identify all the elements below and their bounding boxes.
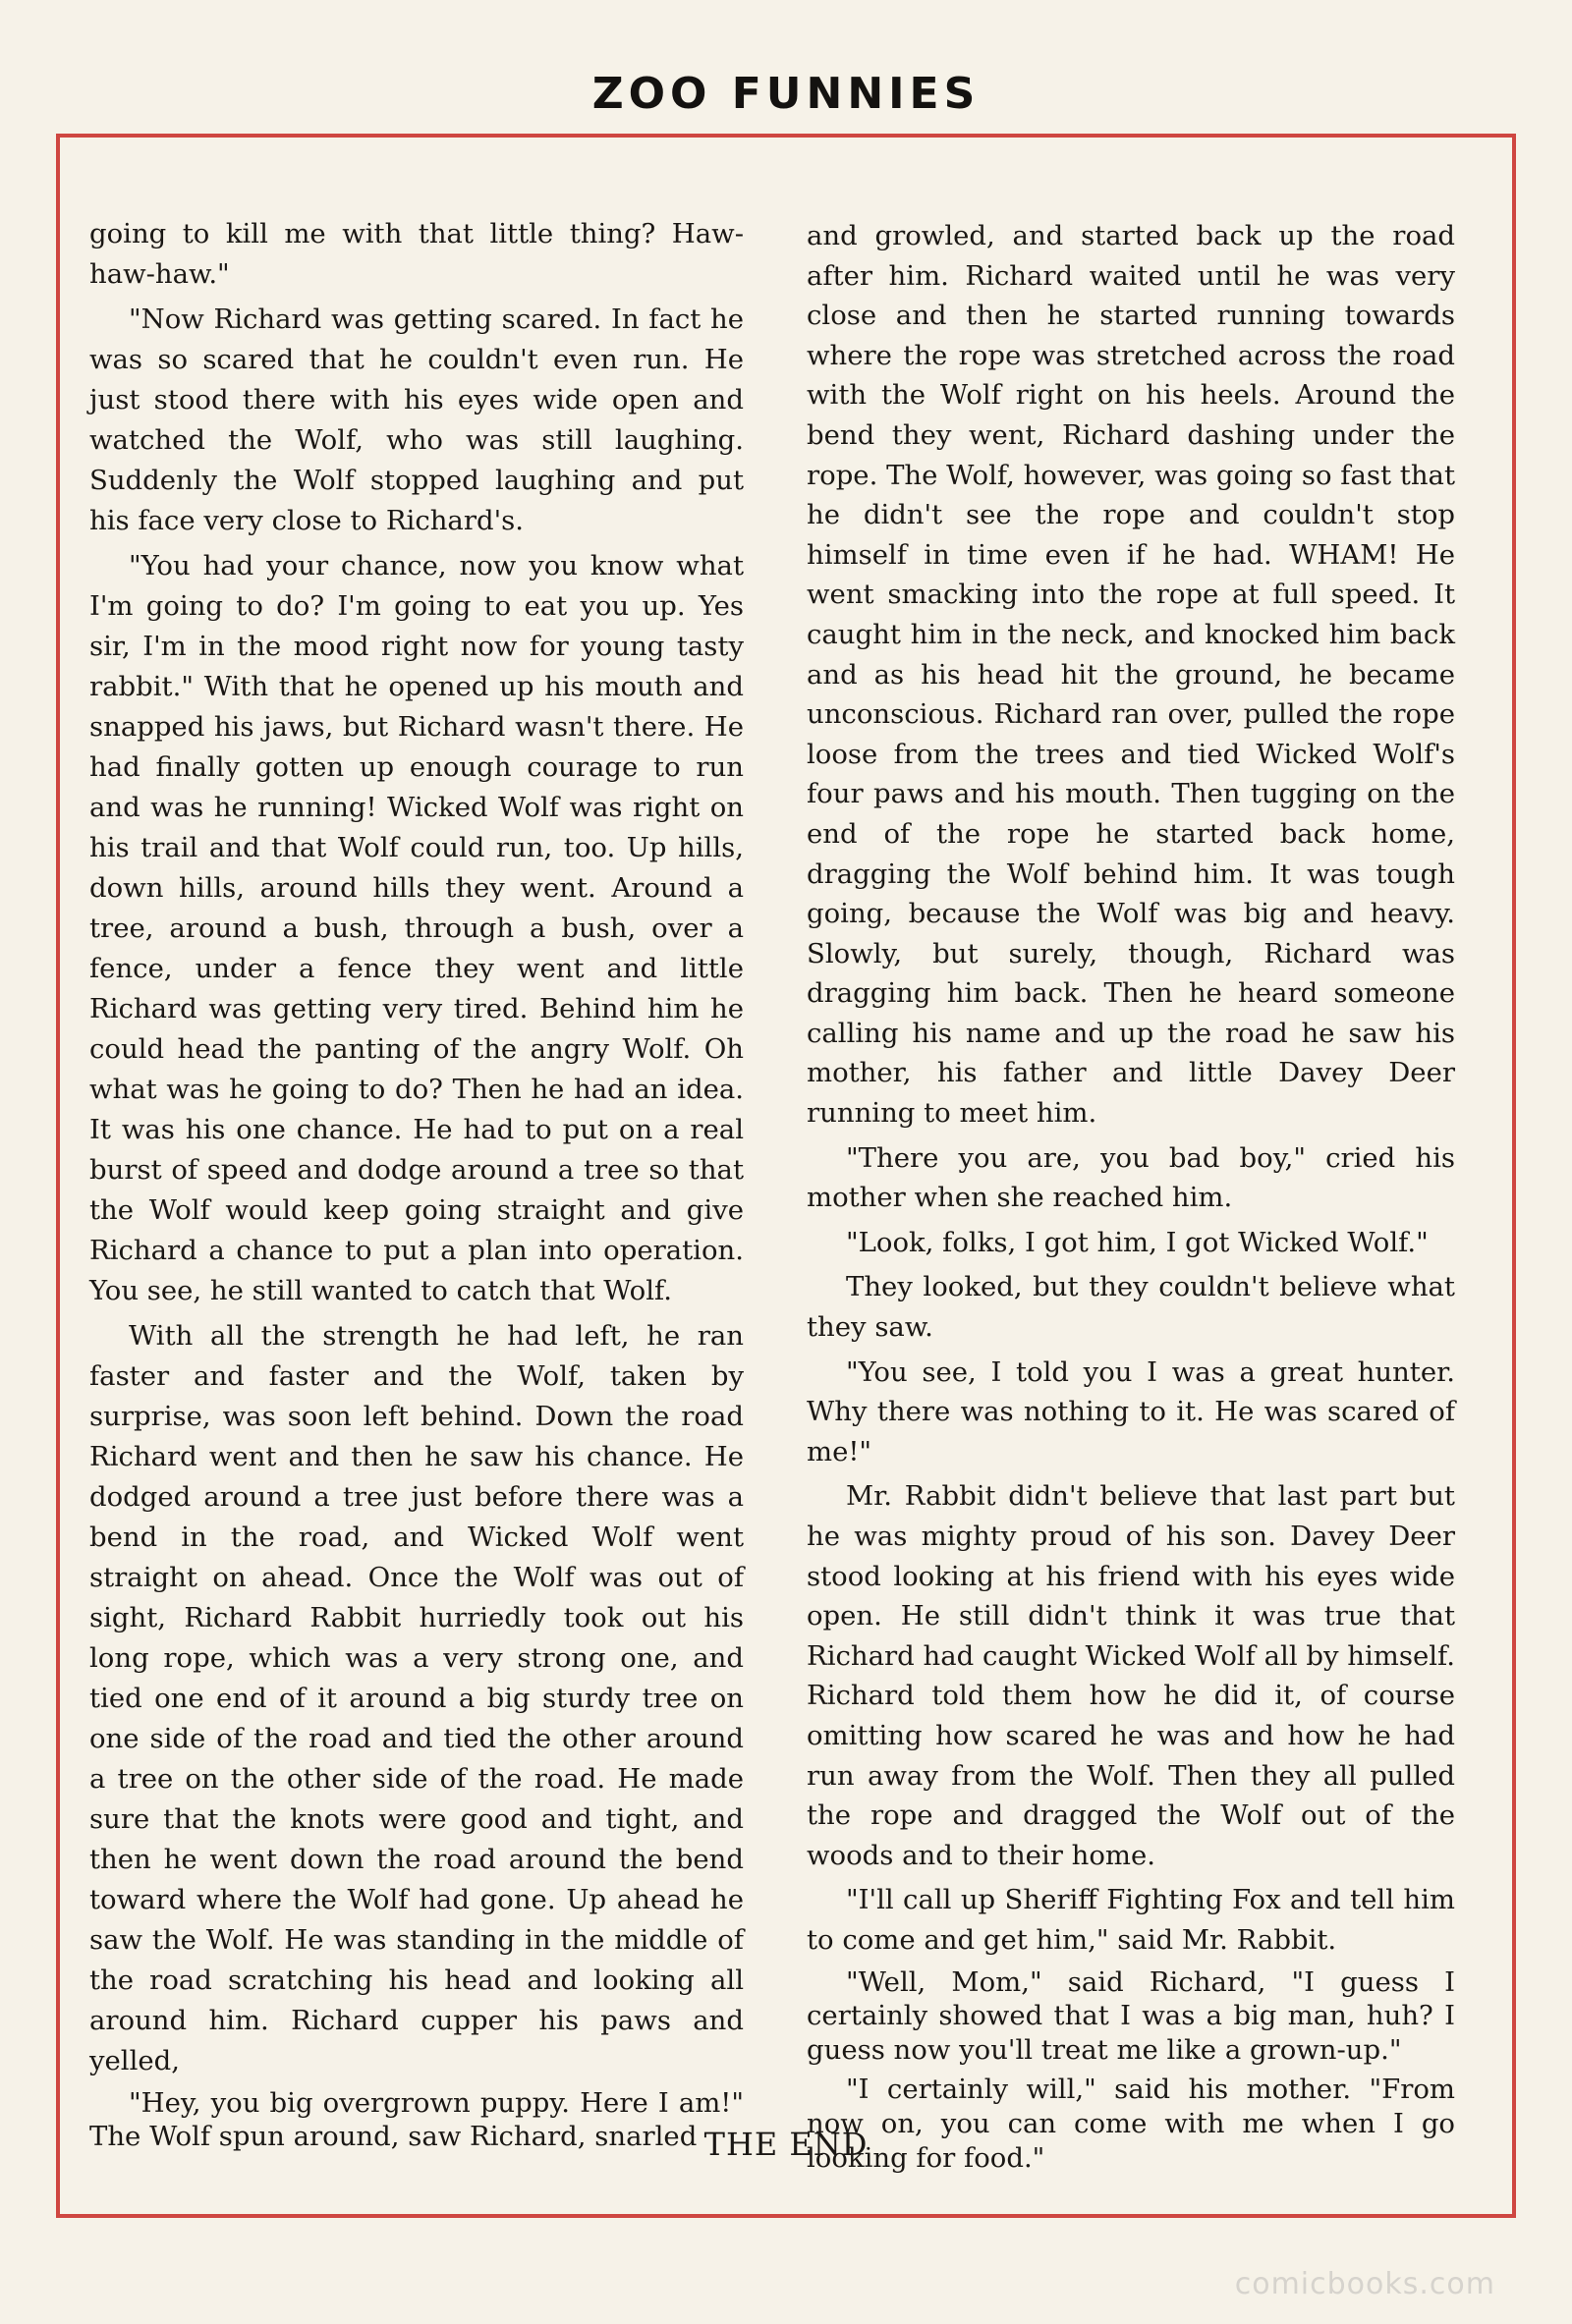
the-end-label: THE END <box>703 2126 869 2163</box>
paragraph: "There you are, you bad boy," cried his mother when she reached him. <box>807 1141 1455 1214</box>
paragraph: "You had your chance, now you know what I'm going to do? I'm going to eat you up. Yes sir, I'm in the mood right now for young tasty rabbit." With that he opened up his mouth and snapped his jaws, but Richard wasn't there. He had finally gotten up enough courage to run and was he running! Wicked Wolf was right on his trail and that Wolf could run, too. Up hills, down hills, around hills they went. Around a tree, around a bush, through a bush, over a fence, under a fence they went and little Richard was getting very tired. Behind him he could head the panting of the angry Wolf. Oh what was he going to do? Then he had an idea. It was his one chance. He had to put on a real burst of speed and dodge around a tree so that the Wolf would keep going straight and give Richard a chance to put a plan into operation. You see, he still wanted to catch that Wolf. <box>89 550 744 1306</box>
watermark: comicbooks.com <box>1234 2267 1495 2301</box>
page-title: ZOO FUNNIES <box>591 69 981 119</box>
paragraph: "Well, Mom," said Richard, "I guess I certainly showed that I was a big man, huh? I guess now you'll treat me like a grown-up." <box>807 1965 1455 2067</box>
paragraph: "You see, I told you I was a great hunter. Why there was nothing to it. He was scared of me!" <box>807 1356 1455 1467</box>
paragraph: "I certainly will," said his mother. "From now on, you can come with me when I go looking for food." <box>807 2073 1455 2174</box>
paragraph: "Now Richard was getting scared. In fact he was so scared that he couldn't even run. He just stood there with his eyes wide open and watched the Wolf, who was still laughing. Suddenly the Wolf stopped laughing and put his face very close to Richard's. <box>89 304 744 536</box>
right-text-column <box>807 216 1455 2180</box>
paragraph: "Look, folks, I got him, I got Wicked Wolf." <box>846 1226 1429 1258</box>
paragraph: and growled, and started back up the road after him. Richard waited until he was very close and then he started running towards where the rope was stretched across the road with the Wolf right on his heels. Around the bend they went, Richard dashing under the rope. The Wolf, however, was going so fast that he didn't see the rope and couldn't stop himself in time even if he had. WHAM! He went smacking into the rope at full speed. It caught him in the neck, and knocked him back and as his head hit the ground, he became unconscious. Richard ran over, pulled the rope loose from the trees and tied Wicked Wolf's four paws and his mouth. Then tugging on the end of the rope he started back home, dragging the Wolf behind him. It was tough going, because the Wolf was big and heavy. Slowly, but surely, though, Richard was dragging him back. Then he heard someone calling his name and up the road he saw his mother, his father and little Davey Deer running to meet him. <box>807 220 1455 1130</box>
paragraph: "I'll call up Sheriff Fighting Fox and tell him to come and get him," said Mr. Rabbit. <box>807 1884 1455 1956</box>
paragraph: With all the strength he had left, he ran faster and faster and the Wolf, taken by surprise, was soon left behind. Down the road Richard went and then he saw his chance. He dodged around a tree just before there was a bend in the road, and Wicked Wolf went straight on ahead. Once the Wolf was out of sight, Richard Rabbit hurriedly took out his long rope, which was a very strong one, and tied one end of it around a big sturdy tree on one side of the road and tied the other around a tree on the other side of the road. He made sure that the knots were good and tight, and then he went down the road around the bend toward where the Wolf had gone. Up ahead he saw the Wolf. He was standing in the middle of the road scratching his head and looking all around him. Richard cupper his paws and yelled, <box>89 1320 744 2076</box>
paragraph: going to kill me with that little thing? Haw-haw-haw." <box>89 218 744 290</box>
left-text-column <box>89 214 744 2159</box>
paragraph: "Hey, you big overgrown puppy. Here I am!" The Wolf spun around, saw Richard, snarled <box>89 2087 744 2153</box>
paragraph: Mr. Rabbit didn't believe that last part but he was mighty proud of his son. Davey Deer stood looking at his friend with his eyes wide open. He still didn't think it was true that Richard had caught Wicked Wolf all by himself. Richard told them how he did it, of course omitting how scared he was and how he had run away from the Wolf. Then they all pulled the rope and dragged the Wolf out of the woods and to their home. <box>807 1480 1455 1871</box>
paragraph: They looked, but they couldn't believe what they saw. <box>807 1271 1455 1344</box>
